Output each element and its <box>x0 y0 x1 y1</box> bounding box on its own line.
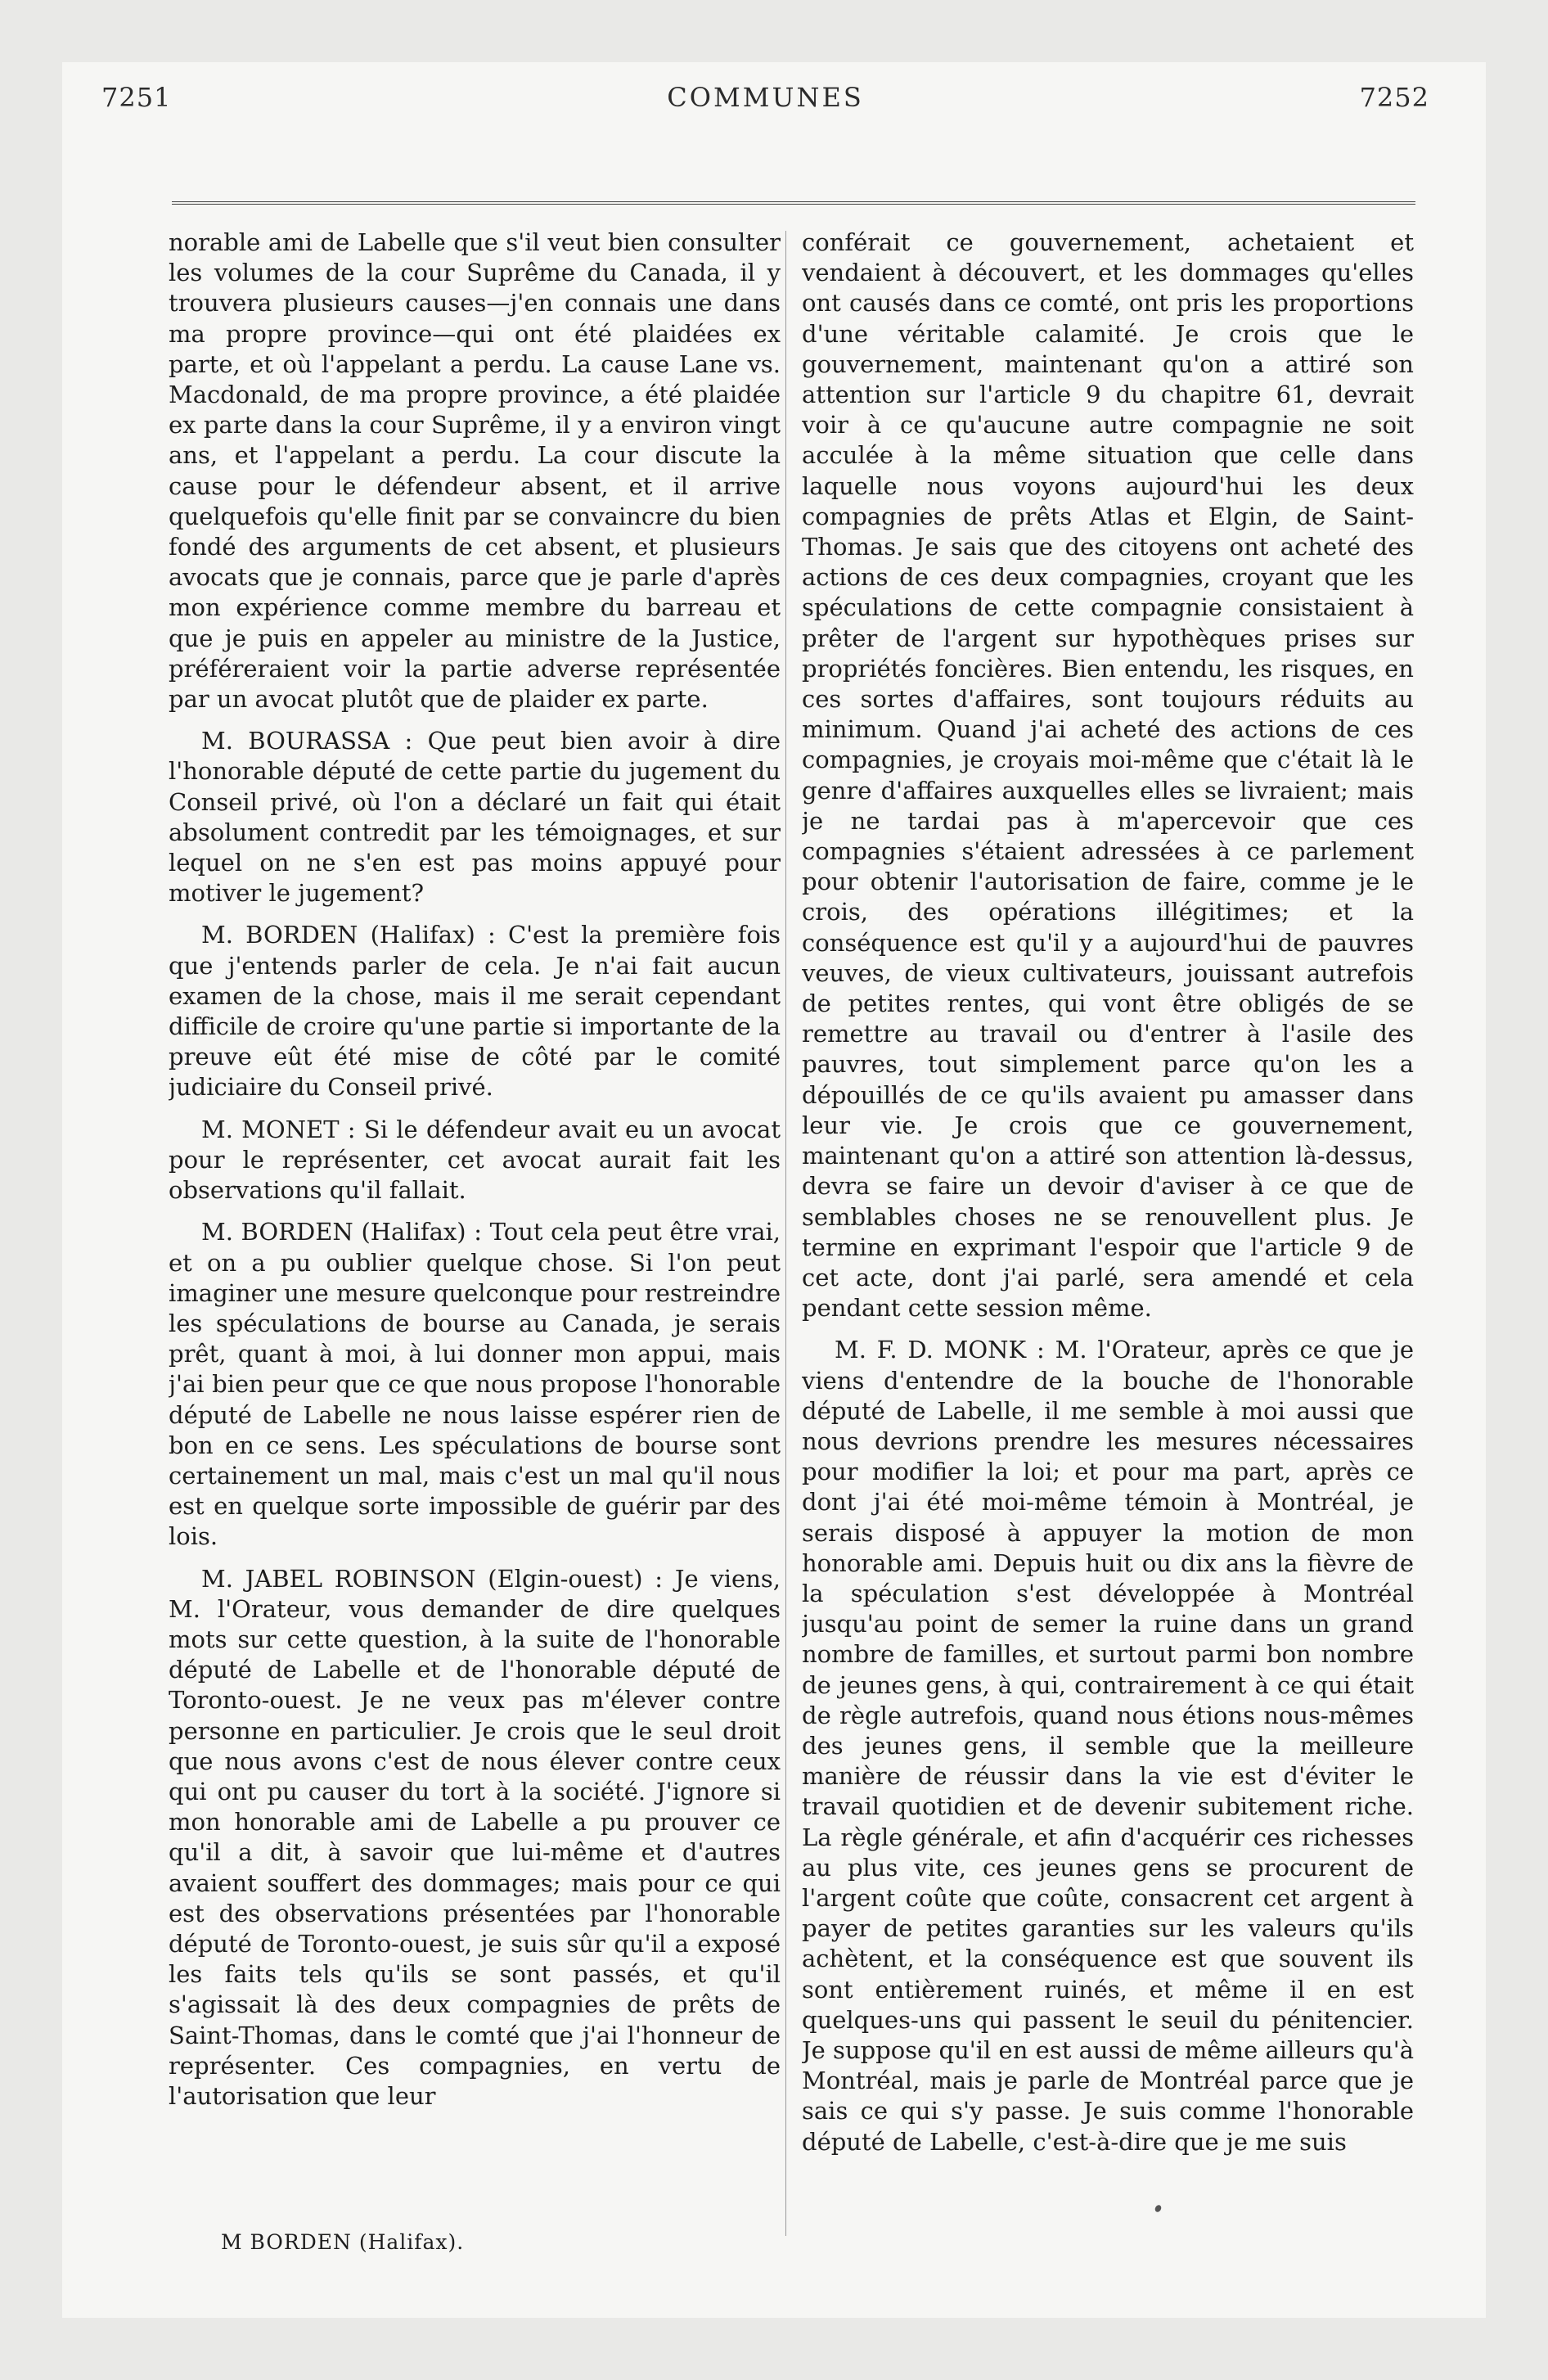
column-divider <box>785 231 786 2236</box>
header-rule <box>172 201 1415 205</box>
page-number-right: 7252 <box>1359 82 1429 113</box>
paragraph: M. MONET : Si le défendeur avait eu un avocat pour le représenter, cet avocat aurait fait les observations qu'il fallait. <box>169 1115 781 1205</box>
paragraph: conférait ce gouvernement, achetaient et vendaient à découvert, et les dommages qu'elles ont causés dans ce comté, ont pris les proportions d'une véritable calamité. Je crois que le gouvernement, maintenant qu'on a attiré son attention sur l'article 9 du chapitre 61, devrait voir à ce qu'aucune autre compagnie ne soit acculée à la même situation que celle dans laquelle nous voyons aujourd'hui les deux compagnies de prêts Atlas et Elgin, de Saint-Thomas. Je sais que des citoyens ont acheté des actions de ces deux compagnies, croyant que les spéculations de cette compagnie consistaient à prêter de l'argent sur hypothèques prises sur propriétés foncières. Bien entendu, les risques, en ces sortes d'affaires, sont toujours réduits au minimum. Quand j'ai acheté des actions de ces compagnies, je croyais moi-même que c'était là le genre d'affaires auxquelles elles se livraient; mais je ne tardai pas à m'apercevoir que ces compagnies s'étaient adressées à ce parlement pour obtenir l'autorisation de faire, comme je le crois, des opérations illégitimes; et la conséquence est qu'il y a aujourd'hui de pauvres veuves, de vieux cultivateurs, jouissant autrefois de petites rentes, qui vont être obligés de se remettre au travail ou d'entrer à l'asile des pauvres, tout simplement parce qu'on les a dépouillés de ce qu'ils avaient pu amasser dans leur vie. Je crois que ce gouvernement, maintenant qu'on a attiré son attention là-dessus, devra se faire un devoir d'aviser à ce que de semblables choses ne se renouvellent plus. Je termine en exprimant l'espoir que l'article 9 de cet acte, dont j'ai parlé, sera amendé et cela pendant cette session même. <box>802 228 1414 1323</box>
paragraph: M. BORDEN (Halifax) : C'est la première fois que j'entends parler de cela. Je n'ai fait aucun examen de la chose, mais il me serait cependant difficile de croire qu'une partie si importante de la preuve eût été mise de côté par le comité judiciaire du Conseil privé. <box>169 921 781 1102</box>
paragraph: M. BORDEN (Halifax) : Tout cela peut être vrai, et on a pu oublier quelque chose. Si l'on peut imaginer une mesure quelconque pour restreindre les spéculations de bourse au Canada, je serais prêt, quant à moi, à lui donner mon appui, mais j'ai bien peur que ce que nous propose l'honorable député de Labelle ne nous laisse espérer rien de bon en ce sens. Les spéculations de bourse sont certainement un mal, mais c'est un mal qu'il nous est en quelque sorte impossible de guérir par des lois. <box>169 1218 781 1551</box>
page-number-left: 7251 <box>101 82 172 113</box>
paragraph: M. BOURASSA : Que peut bien avoir à dire l'honorable député de cette partie du jugement du Conseil privé, où l'on a déclaré un fait qui était absolument contredit par les témoignages, et sur lequel on ne s'en est pas moins appuyé pour motiver le jugement? <box>169 727 781 908</box>
paragraph: M. JABEL ROBINSON (Elgin-ouest) : Je viens, M. l'Orateur, vous demander de dire quelques mots sur cette question, à la suite de l'honorable député de Labelle et de l'honorable député de Toronto-ouest. Je ne veux pas m'élever contre personne en particulier. Je crois que le seul droit que nous avons c'est de nous élever contre ceux qui ont pu causer du tort à la société. J'ignore si mon honorable ami de Labelle a pu prouver ce qu'il a dit, à savoir que lui-même et d'autres avaient souffert des dommages; mais pour ce qui est des observations présentées par l'honorable député de Toronto-ouest, je suis sûr qu'il a exposé les faits tels qu'ils se sont passés, et qu'il s'agissait là des deux compagnies de prêts de Saint-Thomas, dans le comté que j'ai l'honneur de représenter. Ces compagnies, en vertu de l'autorisation que leur <box>169 1564 781 2110</box>
right-column <box>802 228 1414 2257</box>
page-title: COMMUNES <box>667 82 864 113</box>
left-column <box>169 228 781 2257</box>
paragraph: M. F. D. MONK : M. l'Orateur, après ce que je viens d'entendre de la bouche de l'honorable député de Labelle, il me semble à moi aussi que nous devrions prendre les mesures nécessaires pour modifier la loi; et pour ma part, après ce dont j'ai été moi-même témoin à Montréal, je serais disposé à appuyer la motion de mon honorable ami. Depuis huit ou dix ans la fièvre de la spéculation s'est développée à Montréal jusqu'au point de semer la ruine dans un grand nombre de familles, et surtout parmi bon nombre de jeunes gens, à qui, contrairement à ce qui était de règle autrefois, quand nous étions nous-mêmes des jeunes gens, il semble que la meilleure manière de réussir dans la vie est d'éviter le travail quotidien et de devenir subitement riche. La règle générale, et afin d'acquérir ces richesses au plus vite, ces jeunes gens se procurent de l'argent coûte que coûte, consacrent cet argent à payer de petites garanties sur les valeurs qu'ils achètent, et la conséquence est que souvent ils sont entièrement ruinés, et même il en est quelques-uns qui passent le seuil du pénitencier. Je suppose qu'il en est aussi de même ailleurs qu'à Montréal, mais je parle de Montréal parce que je sais ce qui s'y passe. Je suis comme l'honorable député de Labelle, c'est-à-dire que je me suis <box>802 1336 1414 2156</box>
running-head <box>101 82 1429 131</box>
footer-speaker-note: M BORDEN (Halifax). <box>221 2230 465 2254</box>
paragraph: norable ami de Labelle que s'il veut bien consulter les volumes de la cour Suprême du Canada, il y trouvera plusieurs causes—j'en connais une dans ma propre province—qui ont été plaidées ex parte, et où l'appelant a perdu. La cause Lane vs. Macdonald, de ma propre province, a été plaidée ex parte dans la cour Suprême, il y a environ vingt ans, et l'appelant a perdu. La cour discute la cause pour le défendeur absent, et il arrive quelquefois qu'elle finit par se convaincre du bien fondé des arguments de cet absent, et plusieurs avocats que je connais, parce que je parle d'après mon expérience comme membre du barreau et que je puis en appeler au ministre de la Justice, préféreraient voir la partie adverse représentée par un avocat plutôt que de plaider ex parte. <box>169 228 781 714</box>
